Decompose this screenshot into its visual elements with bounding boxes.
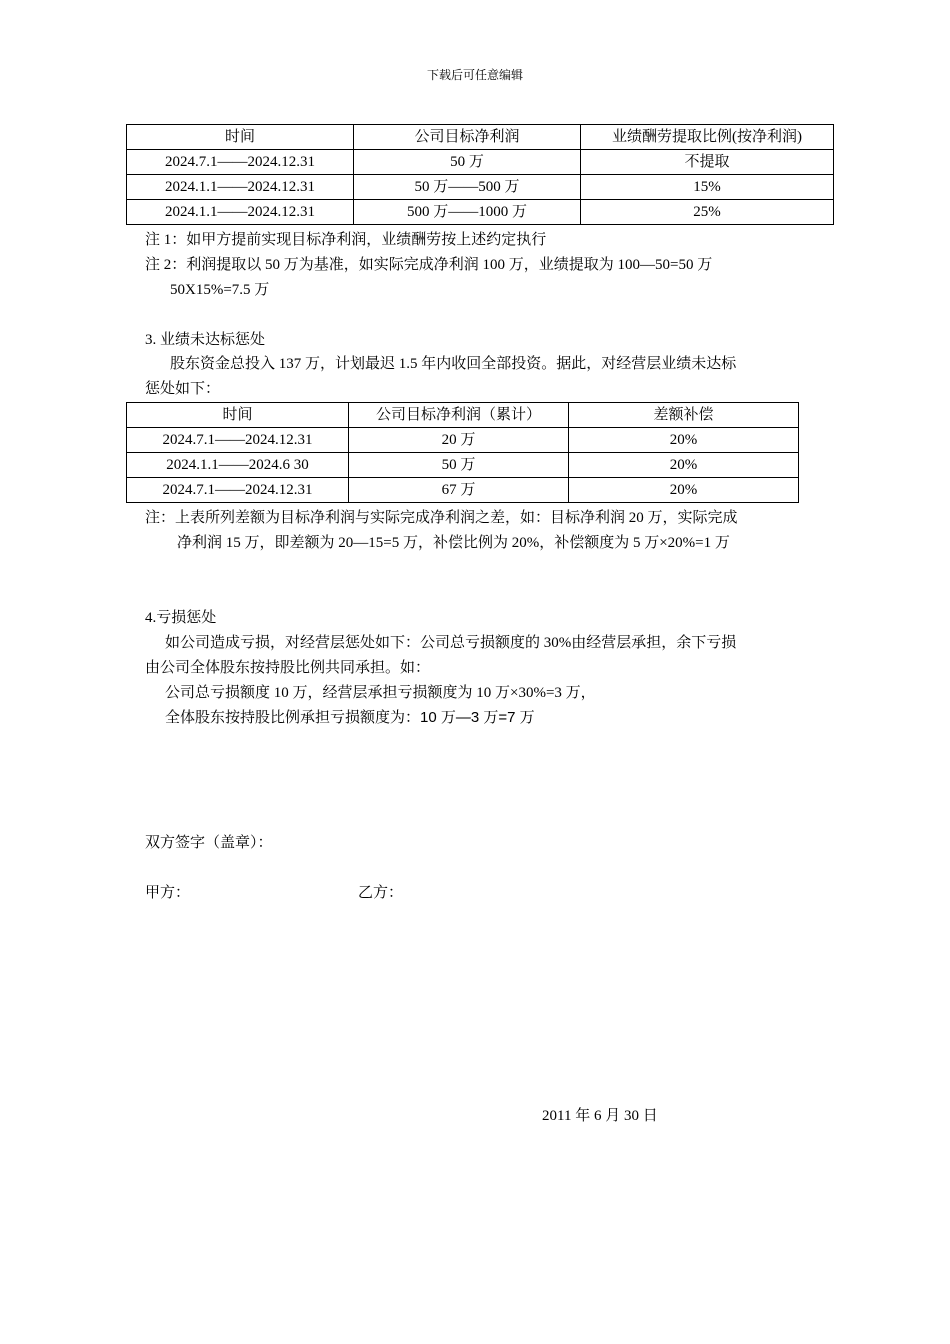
table-cell: 20% xyxy=(569,428,799,453)
section-3-title: 3. 业绩未达标惩处 xyxy=(145,332,266,348)
table-header-cell: 业绩酬劳提取比例(按净利润) xyxy=(581,125,834,150)
table-header-cell: 公司目标净利润（累计） xyxy=(349,403,569,428)
section-4-example-2 xyxy=(165,706,535,730)
table-cell: 2024.7.1——2024.12.31 xyxy=(127,150,354,175)
table-2-note-line-1: 注：上表所列差额为目标净利润与实际完成净利润之差，如：目标净利润 20 万，实际完成 xyxy=(145,510,738,526)
section-4-example-1: 公司总亏损额度 10 万，经营层承担亏损额度为 10 万×30%=3 万， xyxy=(165,685,596,701)
section-4-paragraph-line-1: 如公司造成亏损，对经营层惩处如下：公司总亏损额度的 30%由经营层承担，余下亏损 xyxy=(165,635,737,651)
table-header-cell: 公司目标净利润 xyxy=(354,125,581,150)
signature-label: 双方签字（盖章）： xyxy=(145,835,273,851)
table-cell: 不提取 xyxy=(581,150,834,175)
table-cell: 15% xyxy=(581,175,834,200)
table-cell: 20 万 xyxy=(349,428,569,453)
table-cell: 20% xyxy=(569,478,799,503)
table-row xyxy=(127,200,834,225)
table-cell: 500 万——1000 万 xyxy=(354,200,581,225)
section-3-paragraph-line-2: 惩处如下： xyxy=(145,381,221,397)
party-b-label: 乙方： xyxy=(358,885,404,901)
party-a-label: 甲方： xyxy=(145,885,191,901)
note-2-continuation: 50X15%=7.5 万 xyxy=(170,282,270,298)
table-row xyxy=(127,453,799,478)
table-cell: 67 万 xyxy=(349,478,569,503)
table-row xyxy=(127,428,799,453)
section-4-example-2-prefix: 全体股东按持股比例承担亏损额度为： xyxy=(165,710,421,726)
section-4-title: 4.亏损惩处 xyxy=(145,610,217,626)
table-row xyxy=(127,175,834,200)
note-2: 注 2：利润提取以 50 万为基准，如实际完成净利润 100 万，业绩提取为 100—50=50 万 xyxy=(145,257,713,273)
table-cell: 50 万 xyxy=(354,150,581,175)
note-1: 注 1：如甲方提前实现目标净利润，业绩酬劳按上述约定执行 xyxy=(145,232,547,248)
table-row xyxy=(127,478,799,503)
section-4-example-2-value: 10 万—3 万=7 万 xyxy=(420,709,535,726)
table-cell: 2024.1.1——2024.12.31 xyxy=(127,175,354,200)
bonus-ratio-table xyxy=(126,124,834,225)
table-header-row xyxy=(127,125,834,150)
table-cell: 25% xyxy=(581,200,834,225)
table-cell: 50 万 xyxy=(349,453,569,478)
table-2-note-line-2: 净利润 15 万，即差额为 20—15=5 万，补偿比例为 20%，补偿额度为 5 万×20%=1 万 xyxy=(177,535,730,551)
table-header-cell: 时间 xyxy=(127,125,354,150)
compensation-table xyxy=(126,402,799,503)
table-cell: 2024.7.1——2024.12.31 xyxy=(127,478,349,503)
table-header-cell: 时间 xyxy=(127,403,349,428)
section-4-paragraph-line-2: 由公司全体股东按持股比例共同承担。如： xyxy=(145,660,431,676)
table-cell: 20% xyxy=(569,453,799,478)
table-cell: 2024.1.1——2024.12.31 xyxy=(127,200,354,225)
table-header-cell: 差额补偿 xyxy=(569,403,799,428)
table-header-row xyxy=(127,403,799,428)
table-cell: 50 万——500 万 xyxy=(354,175,581,200)
signing-date: 2011 年 6 月 30 日 xyxy=(542,1108,658,1124)
page-header-note: 下载后可任意编辑 xyxy=(426,68,523,82)
table-row xyxy=(127,150,834,175)
table-cell: 2024.1.1——2024.6 30 xyxy=(127,453,349,478)
section-3-paragraph-line-1: 股东资金总投入 137 万，计划最迟 1.5 年内收回全部投资。据此，对经营层业绩未达标 xyxy=(170,356,737,372)
table-cell: 2024.7.1——2024.12.31 xyxy=(127,428,349,453)
